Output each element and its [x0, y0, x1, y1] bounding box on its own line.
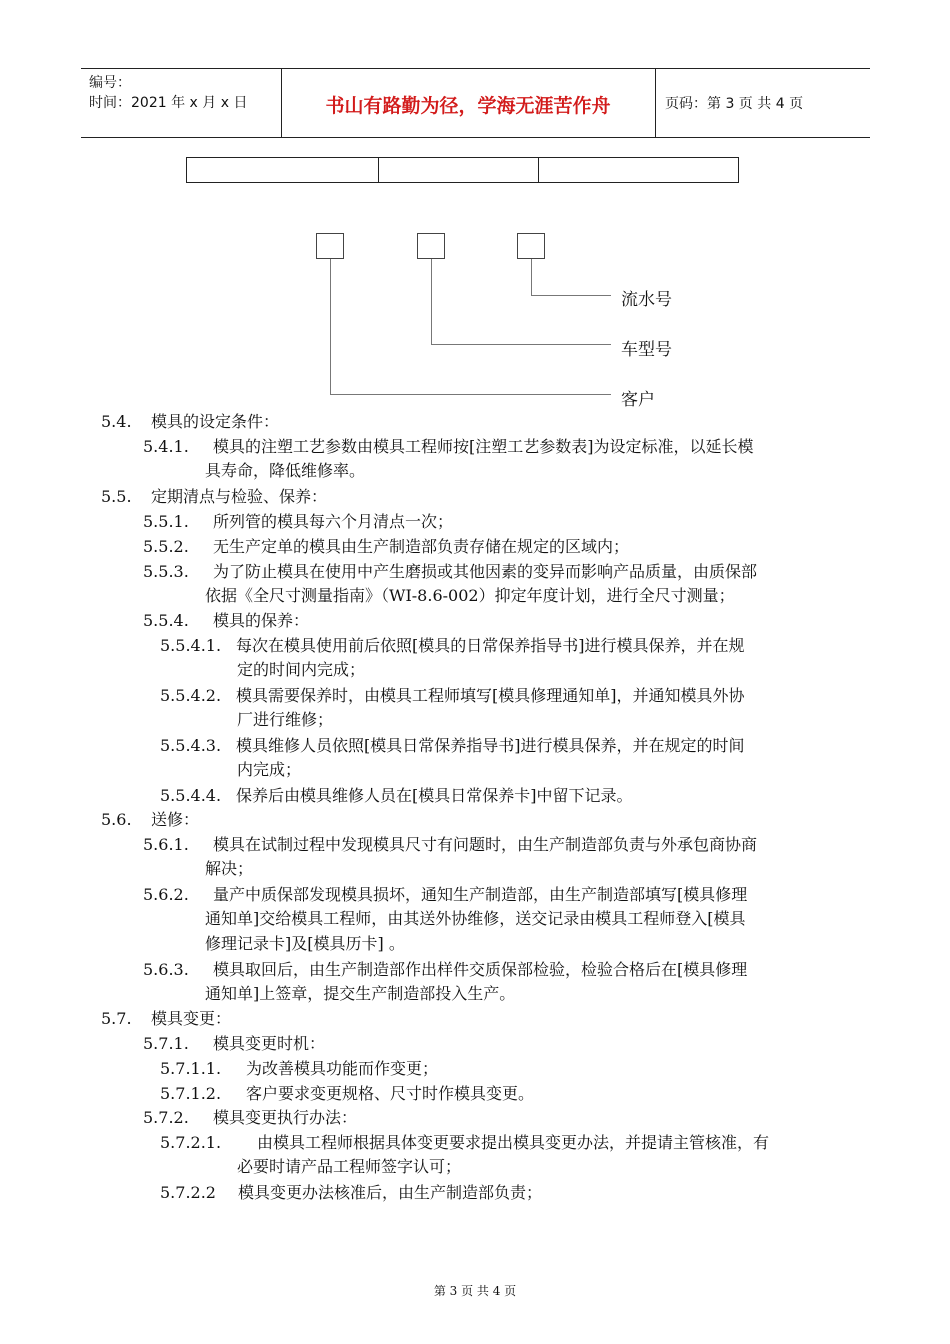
- clause-continuation: 厂进行维修；: [237, 710, 334, 729]
- clause-continuation: 修理记录卡]及[模具历卡] 。: [205, 934, 405, 953]
- header-motto: 书山有路勤为径，学海无涯苦作舟: [325, 95, 611, 117]
- clause-item: 5.5.2. 无生产定单的模具由生产制造部负责存储在规定的区域内；: [143, 537, 630, 556]
- clause-item: 5.6.1. 模具在试制过程中发现模具尺寸有问题时，由生产制造部负责与外承包商协商: [143, 835, 758, 854]
- clause-item: 5.5.4.2. 模具需要保养时，由模具工程师填写[模具修理通知单]，并通知模具外协: [160, 686, 745, 705]
- clause-item: 5.5. 定期清点与检验、保养：: [101, 487, 328, 506]
- connector-line: [431, 259, 432, 345]
- clause-continuation: 具寿命，降低维修率。: [205, 461, 366, 480]
- clause-continuation: 通知单]上签章，提交生产制造部投入生产。: [205, 984, 516, 1003]
- clause-continuation: 内完成；: [237, 760, 302, 779]
- clause-item: 5.5.4.4. 保养后由模具维修人员在[模具日常保养卡]中留下记录。: [160, 786, 633, 805]
- clause-item: 5.7. 模具变更：: [101, 1009, 232, 1028]
- label-customer: 客户: [621, 390, 655, 410]
- clause-continuation: 必要时请产品工程师签字认可；: [237, 1157, 462, 1176]
- doc-number-label: 编号：: [89, 75, 131, 91]
- clause-item: 5.5.4. 模具的保养：: [143, 611, 310, 630]
- clause-item: 5.5.3. 为了防止模具在使用中产生磨损或其他因素的变异而影响产品质量，由质保部: [143, 562, 758, 581]
- label-model-number: 车型号: [621, 340, 672, 360]
- header-meta: [89, 73, 247, 113]
- clause-continuation: 依据《全尺寸测量指南》（WI-8.6-002）抑定年度计划，进行全尺寸测量；: [205, 586, 735, 605]
- clause-item: 5.5.1. 所列管的模具每六个月清点一次；: [143, 512, 454, 531]
- header-page-label: 页码：第 3 页 共 4 页: [665, 96, 804, 112]
- date-label: 时间：2021 年 x 月 x 日: [89, 95, 248, 111]
- clause-item: 5.4.1. 模具的注塑工艺参数由模具工程师按[注塑工艺参数表]为设定标准，以延长模: [143, 437, 754, 456]
- clause-item: 5.6. 送修：: [101, 810, 200, 829]
- code-box-customer: [316, 233, 344, 259]
- header-divider: [655, 69, 656, 137]
- clause-continuation: 定的时间内完成；: [237, 660, 366, 679]
- table-cell-divider: [538, 158, 539, 182]
- clause-item: 5.7.2. 模具变更执行办法：: [143, 1108, 358, 1127]
- connector-line: [431, 344, 611, 345]
- clause-item: 5.7.2.2 模具变更办法核准后，由生产制造部负责；: [160, 1183, 543, 1202]
- clause-item: 5.7.1.2. 客户要求变更规格、尺寸时作模具变更。: [160, 1084, 535, 1103]
- clause-item: 5.7.1. 模具变更时机：: [143, 1034, 326, 1053]
- code-box-serial: [517, 233, 545, 259]
- clause-continuation: 通知单]交给模具工程师，由其送外协维修，送交记录由模具工程师登入[模具: [205, 909, 746, 928]
- clause-item: 5.6.2. 量产中质保部发现模具损坏，通知生产制造部，由生产制造部填写[模具修理: [143, 885, 748, 904]
- clause-item: 5.7.2.1. 由模具工程师根据具体变更要求提出模具变更办法，并提请主管核准，有: [160, 1133, 770, 1152]
- page-header: [81, 68, 870, 138]
- connector-line: [330, 259, 331, 395]
- connector-line: [330, 394, 611, 395]
- code-box-model: [417, 233, 445, 259]
- empty-table-row: [186, 157, 739, 183]
- clause-item: 5.6.3. 模具取回后，由生产制造部作出样件交质保部检验，检验合格后在[模具修理: [143, 960, 748, 979]
- connector-line: [531, 295, 611, 296]
- page-footer: 第 3 页 共 4 页: [433, 1284, 517, 1298]
- table-cell-divider: [378, 158, 379, 182]
- label-serial-number: 流水号: [621, 290, 672, 310]
- clause-item: 5.7.1.1. 为改善模具功能而作变更；: [160, 1059, 439, 1078]
- clause-item: 5.5.4.1. 每次在模具使用前后依照[模具的日常保养指导书]进行模具保养，并在规: [160, 636, 745, 655]
- connector-line: [531, 259, 532, 296]
- clause-continuation: 解决；: [205, 859, 254, 878]
- clause-item: 5.5.4.3. 模具维修人员依照[模具日常保养指导书]进行模具保养，并在规定的时间: [160, 736, 745, 755]
- clause-item: 5.4. 模具的设定条件：: [101, 412, 280, 431]
